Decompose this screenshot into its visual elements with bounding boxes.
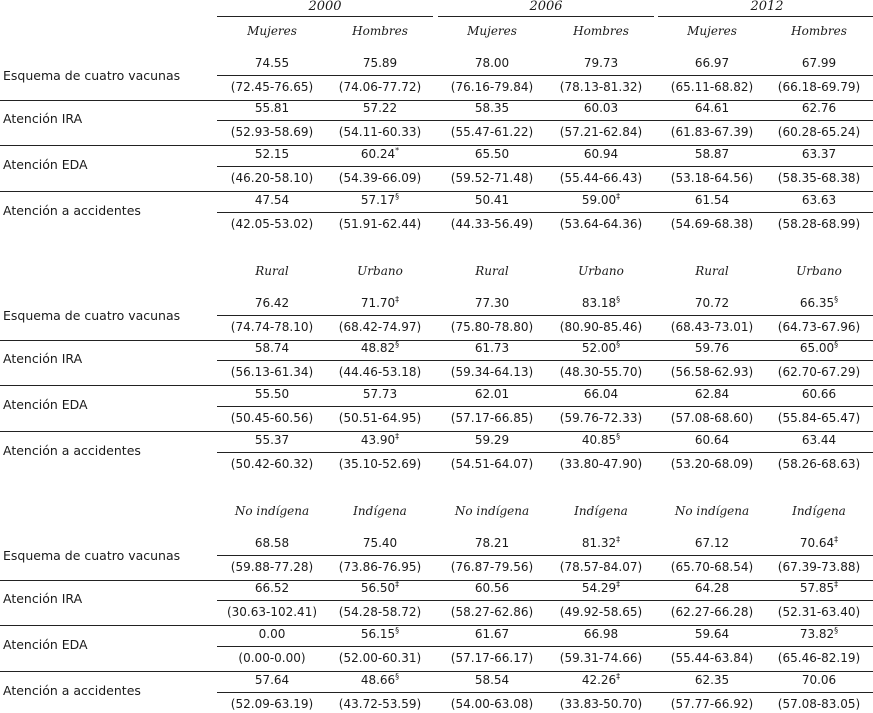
cell-divider: [217, 315, 873, 316]
value: 60.24: [360, 147, 396, 161]
value: 61.67: [474, 627, 510, 641]
value-cell: [442, 673, 542, 687]
value-cell: [222, 56, 322, 70]
column-subheader: Urbano: [578, 264, 624, 278]
value-cell: [330, 536, 430, 550]
value-cell: [330, 387, 430, 401]
confidence-interval: (51.91-62.44): [338, 217, 422, 231]
confidence-interval: (57.08-83.05): [777, 697, 861, 711]
value: 67.99: [801, 56, 837, 70]
confidence-interval: (55.44-66.43): [559, 171, 643, 185]
value-cell: [769, 673, 869, 687]
value: 0.00: [258, 627, 286, 641]
value: 65.50: [474, 147, 510, 161]
confidence-interval: (62.27-66.28): [670, 605, 754, 619]
column-subheader: Indígena: [353, 504, 407, 518]
confidence-interval: (68.42-74.97): [338, 320, 422, 334]
value-cell: [330, 296, 430, 310]
value-cell: [769, 101, 869, 115]
value: 57.73: [362, 387, 398, 401]
confidence-interval: (44.46-53.18): [338, 365, 422, 379]
value-cell: [769, 627, 869, 641]
confidence-interval: (43.72-53.59): [338, 697, 422, 711]
value: 62.01: [474, 387, 510, 401]
value: 58.54: [474, 673, 510, 687]
value-cell: [769, 296, 869, 310]
value-cell: [442, 387, 542, 401]
cell-divider: [217, 75, 873, 76]
confidence-interval: (59.52-71.48): [450, 171, 534, 185]
value-cell: [662, 56, 762, 70]
value: 60.94: [583, 147, 619, 161]
significance-mark: §: [395, 626, 400, 635]
confidence-interval: (44.33-56.49): [450, 217, 534, 231]
cell-divider: [217, 212, 873, 213]
confidence-interval: (72.45-76.65): [230, 80, 314, 94]
value-cell: [769, 581, 869, 595]
confidence-interval: (57.17-66.85): [450, 411, 534, 425]
value: 58.87: [694, 147, 730, 161]
column-subheader: Mujeres: [247, 24, 297, 38]
row-label: Esquema de cuatro vacunas: [3, 548, 181, 563]
year-header-rule: [217, 16, 433, 17]
row-divider: [0, 625, 873, 626]
cell-divider: [217, 646, 873, 647]
value-cell: [769, 56, 869, 70]
value-cell: [442, 627, 542, 641]
value: 48.82: [360, 341, 396, 355]
value: 57.17: [360, 193, 396, 207]
value: 62.84: [694, 387, 730, 401]
value: 48.66: [360, 673, 396, 687]
confidence-interval: (58.28-68.99): [777, 217, 861, 231]
year-header-rule: [658, 16, 873, 17]
value: 68.58: [254, 536, 290, 550]
value: 74.55: [254, 56, 290, 70]
row-label: Atención a accidentes: [3, 443, 141, 458]
value: 57.22: [362, 101, 398, 115]
value: 75.89: [362, 56, 398, 70]
value: 70.06: [801, 673, 837, 687]
confidence-interval: (61.83-67.39): [670, 125, 754, 139]
value-cell: [662, 673, 762, 687]
value-cell: [662, 536, 762, 550]
confidence-interval: (74.74-78.10): [230, 320, 314, 334]
confidence-interval: (30.63-102.41): [226, 605, 318, 619]
column-subheader: Rural: [695, 264, 729, 278]
value: 63.63: [801, 193, 837, 207]
value-cell: [330, 193, 430, 207]
cell-divider: [217, 120, 873, 121]
confidence-interval: (49.92-58.65): [559, 605, 643, 619]
value-cell: [662, 101, 762, 115]
value: 78.21: [474, 536, 510, 550]
value-cell: [662, 341, 762, 355]
column-subheader: No indígena: [454, 504, 530, 518]
column-subheader: Urbano: [796, 264, 842, 278]
value-cell: [769, 433, 869, 447]
value-cell: [330, 581, 430, 595]
value: 73.82: [799, 627, 835, 641]
value: 55.50: [254, 387, 290, 401]
significance-mark: ‡: [395, 295, 400, 304]
value-cell: [551, 536, 651, 550]
value-cell: [551, 147, 651, 161]
confidence-interval: (54.69-68.38): [670, 217, 754, 231]
value-cell: [222, 581, 322, 595]
value: 66.04: [583, 387, 619, 401]
row-label: Atención IRA: [3, 111, 83, 126]
significance-mark: §: [616, 340, 621, 349]
row-label: Atención EDA: [3, 637, 88, 652]
significance-mark: ‡: [616, 580, 621, 589]
row-label: Esquema de cuatro vacunas: [3, 68, 181, 83]
column-subheader: Hombres: [791, 24, 847, 38]
value: 77.30: [474, 296, 510, 310]
value-cell: [222, 673, 322, 687]
cell-divider: [217, 452, 873, 453]
cell-divider: [217, 692, 873, 693]
value: 65.00: [799, 341, 835, 355]
confidence-interval: (53.18-64.56): [670, 171, 754, 185]
column-subheader: Rural: [255, 264, 289, 278]
value: 63.44: [801, 433, 837, 447]
value: 70.72: [694, 296, 730, 310]
row-divider: [0, 671, 873, 672]
value-cell: [442, 101, 542, 115]
value-cell: [330, 56, 430, 70]
value: 66.52: [254, 581, 290, 595]
column-subheader: Hombres: [352, 24, 408, 38]
value: 66.97: [694, 56, 730, 70]
confidence-interval: (54.28-58.72): [338, 605, 422, 619]
value: 60.56: [474, 581, 510, 595]
confidence-interval: (59.76-72.33): [559, 411, 643, 425]
value: 70.64: [799, 536, 835, 550]
significance-mark: §: [616, 295, 621, 304]
year-header: 2000: [308, 0, 342, 14]
confidence-interval: (67.39-73.88): [777, 560, 861, 574]
value: 81.32: [581, 536, 617, 550]
value-cell: [330, 341, 430, 355]
confidence-interval: (64.73-67.96): [777, 320, 861, 334]
value-cell: [222, 627, 322, 641]
value-cell: [222, 387, 322, 401]
confidence-interval: (76.87-79.56): [450, 560, 534, 574]
confidence-interval: (65.46-82.19): [777, 651, 861, 665]
confidence-interval: (59.31-74.66): [559, 651, 643, 665]
value-cell: [222, 433, 322, 447]
value-cell: [442, 193, 542, 207]
row-label: Atención IRA: [3, 351, 83, 366]
value: 66.35: [799, 296, 835, 310]
column-subheader: Indígena: [574, 504, 628, 518]
value-cell: [442, 433, 542, 447]
value-cell: [330, 673, 430, 687]
value-cell: [662, 581, 762, 595]
confidence-interval: (59.34-64.13): [450, 365, 534, 379]
value: 62.76: [801, 101, 837, 115]
value-cell: [442, 341, 542, 355]
column-subheader: No indígena: [674, 504, 750, 518]
confidence-interval: (54.11-60.33): [338, 125, 422, 139]
value-cell: [330, 147, 430, 161]
significance-mark: §: [834, 626, 839, 635]
value-cell: [662, 387, 762, 401]
confidence-interval: (74.06-77.72): [338, 80, 422, 94]
confidence-interval: (80.90-85.46): [559, 320, 643, 334]
significance-mark: §: [395, 340, 400, 349]
significance-mark: §: [616, 432, 621, 441]
value-cell: [662, 627, 762, 641]
confidence-interval: (65.11-68.82): [670, 80, 754, 94]
cell-divider: [217, 555, 873, 556]
value: 66.98: [583, 627, 619, 641]
value-cell: [662, 296, 762, 310]
value-cell: [442, 56, 542, 70]
confidence-interval: (55.84-65.47): [777, 411, 861, 425]
confidence-interval: (78.57-84.07): [559, 560, 643, 574]
column-subheader: Rural: [475, 264, 509, 278]
value-cell: [551, 56, 651, 70]
row-label: Atención EDA: [3, 397, 88, 412]
value-cell: [551, 193, 651, 207]
confidence-interval: (56.13-61.34): [230, 365, 314, 379]
confidence-interval: (35.10-52.69): [338, 457, 422, 471]
confidence-interval: (75.80-78.80): [450, 320, 534, 334]
confidence-interval: (53.64-64.36): [559, 217, 643, 231]
row-divider: [0, 431, 873, 432]
value: 59.00: [581, 193, 617, 207]
value-cell: [551, 387, 651, 401]
value: 52.15: [254, 147, 290, 161]
value-cell: [222, 341, 322, 355]
value-cell: [551, 433, 651, 447]
value: 61.73: [474, 341, 510, 355]
value: 59.64: [694, 627, 730, 641]
confidence-interval: (57.21-62.84): [559, 125, 643, 139]
confidence-interval: (52.31-63.40): [777, 605, 861, 619]
row-divider: [0, 385, 873, 386]
significance-mark: ‡: [616, 672, 621, 681]
value: 54.29: [581, 581, 617, 595]
value-cell: [551, 581, 651, 595]
significance-mark: §: [395, 672, 400, 681]
value: 52.00: [581, 341, 617, 355]
significance-mark: §: [395, 192, 400, 201]
confidence-interval: (50.42-60.32): [230, 457, 314, 471]
value: 76.42: [254, 296, 290, 310]
row-label: Atención a accidentes: [3, 203, 141, 218]
value: 57.64: [254, 673, 290, 687]
significance-mark: ‡: [834, 535, 839, 544]
value: 75.40: [362, 536, 398, 550]
value: 59.29: [474, 433, 510, 447]
value: 83.18: [581, 296, 617, 310]
confidence-interval: (78.13-81.32): [559, 80, 643, 94]
value: 56.15: [360, 627, 396, 641]
confidence-interval: (48.30-55.70): [559, 365, 643, 379]
confidence-interval: (57.77-66.92): [670, 697, 754, 711]
value: 60.66: [801, 387, 837, 401]
confidence-interval: (58.35-68.38): [777, 171, 861, 185]
confidence-interval: (52.09-63.19): [230, 697, 314, 711]
value-cell: [330, 433, 430, 447]
value: 61.54: [694, 193, 730, 207]
confidence-interval: (54.00-63.08): [450, 697, 534, 711]
value-cell: [662, 147, 762, 161]
value-cell: [662, 433, 762, 447]
confidence-interval: (33.83-50.70): [559, 697, 643, 711]
column-subheader: Urbano: [357, 264, 403, 278]
row-label: Esquema de cuatro vacunas: [3, 308, 181, 323]
value-cell: [769, 387, 869, 401]
value: 55.81: [254, 101, 290, 115]
value: 64.61: [694, 101, 730, 115]
value: 50.41: [474, 193, 510, 207]
row-label: Atención IRA: [3, 591, 83, 606]
value-cell: [442, 147, 542, 161]
value: 40.85: [581, 433, 617, 447]
value: 58.35: [474, 101, 510, 115]
cell-divider: [217, 600, 873, 601]
value-cell: [442, 536, 542, 550]
confidence-interval: (52.00-60.31): [338, 651, 422, 665]
value: 42.26: [581, 673, 617, 687]
confidence-interval: (33.80-47.90): [559, 457, 643, 471]
confidence-interval: (50.51-64.95): [338, 411, 422, 425]
value-cell: [222, 536, 322, 550]
confidence-interval: (0.00-0.00): [238, 651, 306, 665]
value: 59.76: [694, 341, 730, 355]
value-cell: [222, 296, 322, 310]
column-subheader: Indígena: [792, 504, 846, 518]
confidence-interval: (58.27-62.86): [450, 605, 534, 619]
value-cell: [769, 193, 869, 207]
value-cell: [551, 296, 651, 310]
confidence-interval: (65.70-68.54): [670, 560, 754, 574]
value: 62.35: [694, 673, 730, 687]
confidence-interval: (73.86-76.95): [338, 560, 422, 574]
significance-mark: ‡: [616, 535, 621, 544]
significance-mark: ‡: [395, 432, 400, 441]
confidence-interval: (76.16-79.84): [450, 80, 534, 94]
column-subheader: Mujeres: [687, 24, 737, 38]
value-cell: [769, 341, 869, 355]
confidence-interval: (60.28-65.24): [777, 125, 861, 139]
value-cell: [442, 581, 542, 595]
value-cell: [769, 536, 869, 550]
confidence-interval: (57.08-68.60): [670, 411, 754, 425]
confidence-interval: (55.47-61.22): [450, 125, 534, 139]
value: 78.00: [474, 56, 510, 70]
value-cell: [551, 341, 651, 355]
value-cell: [769, 147, 869, 161]
value-cell: [662, 193, 762, 207]
value: 60.64: [694, 433, 730, 447]
row-divider: [0, 145, 873, 146]
significance-mark: *: [395, 146, 400, 155]
cell-divider: [217, 406, 873, 407]
confidence-interval: (50.45-60.56): [230, 411, 314, 425]
column-subheader: No indígena: [234, 504, 310, 518]
year-header-rule: [438, 16, 654, 17]
value-cell: [442, 296, 542, 310]
value-cell: [222, 147, 322, 161]
confidence-interval: (59.88-77.28): [230, 560, 314, 574]
significance-mark: ‡: [834, 580, 839, 589]
confidence-interval: (62.70-67.29): [777, 365, 861, 379]
value: 58.74: [254, 341, 290, 355]
confidence-interval: (58.26-68.63): [777, 457, 861, 471]
value: 79.73: [583, 56, 619, 70]
cell-divider: [217, 360, 873, 361]
significance-mark: §: [834, 340, 839, 349]
confidence-interval: (54.51-64.07): [450, 457, 534, 471]
value: 56.50: [360, 581, 396, 595]
column-subheader: Mujeres: [467, 24, 517, 38]
value-cell: [222, 193, 322, 207]
confidence-interval: (53.20-68.09): [670, 457, 754, 471]
value: 57.85: [799, 581, 835, 595]
value: 60.03: [583, 101, 619, 115]
cell-divider: [217, 166, 873, 167]
significance-mark: ‡: [395, 580, 400, 589]
value-cell: [330, 101, 430, 115]
confidence-interval: (56.58-62.93): [670, 365, 754, 379]
value: 55.37: [254, 433, 290, 447]
value: 63.37: [801, 147, 837, 161]
row-label: Atención EDA: [3, 157, 88, 172]
column-subheader: Hombres: [573, 24, 629, 38]
row-label: Atención a accidentes: [3, 683, 141, 698]
value: 71.70: [360, 296, 396, 310]
value-cell: [551, 627, 651, 641]
confidence-interval: (66.18-69.79): [777, 80, 861, 94]
confidence-interval: (52.93-58.69): [230, 125, 314, 139]
value: 64.28: [694, 581, 730, 595]
confidence-interval: (57.17-66.17): [450, 651, 534, 665]
value-cell: [330, 627, 430, 641]
confidence-interval: (42.05-53.02): [230, 217, 314, 231]
row-divider: [0, 191, 873, 192]
significance-mark: §: [834, 295, 839, 304]
value-cell: [551, 673, 651, 687]
year-header: 2006: [529, 0, 563, 14]
value-cell: [551, 101, 651, 115]
confidence-interval: (46.20-58.10): [230, 171, 314, 185]
confidence-interval: (55.44-63.84): [670, 651, 754, 665]
confidence-interval: (68.43-73.01): [670, 320, 754, 334]
value: 43.90: [360, 433, 396, 447]
value-cell: [222, 101, 322, 115]
confidence-interval: (54.39-66.09): [338, 171, 422, 185]
year-header: 2012: [750, 0, 784, 14]
value: 47.54: [254, 193, 290, 207]
value: 67.12: [694, 536, 730, 550]
significance-mark: ‡: [616, 192, 621, 201]
